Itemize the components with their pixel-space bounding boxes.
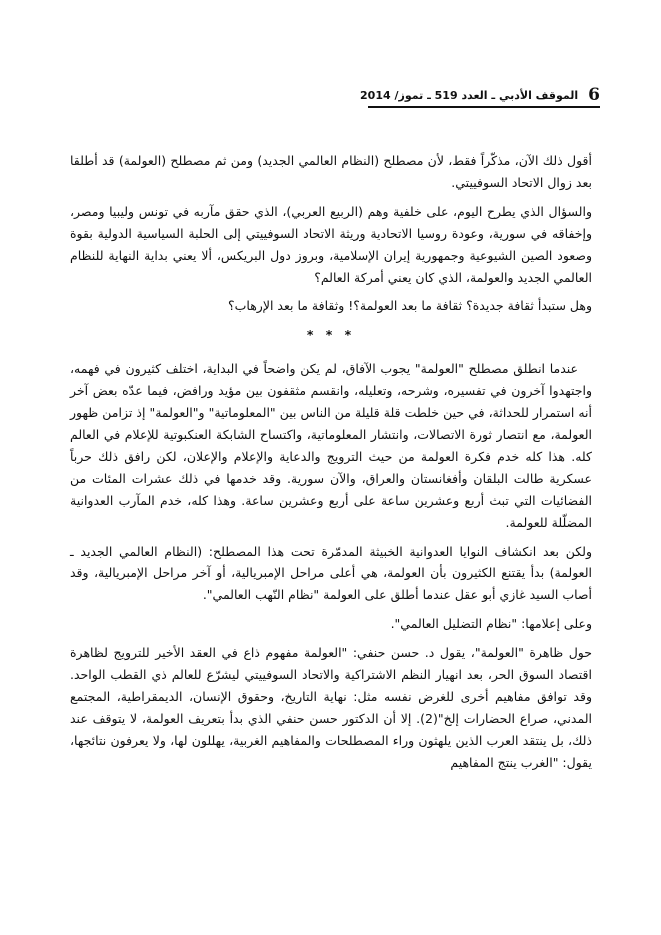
paragraph: والسؤال الذي يطرح اليوم، على خلفية وهم (الربيع العربي)، الذي حقق مآربه في تونس وليبيا ومصر، وإخفاقه في سورية، وعودة روسيا الاتحادية وريثة الاتحاد السوفييتي إلى الحلبة السياسية الدولية بقوة وصعود الصين الشيوعية وجمهورية إيران الإسلامية، وبروز دول البريكس، ألا يعني بداية النهاية للنظام العالمي الجديد والعولمة، الذي كان يعني أمركة العالم؟ bbox=[70, 203, 592, 285]
running-header bbox=[360, 84, 600, 106]
page-number: 6 bbox=[588, 85, 600, 105]
issue-info: الموقف الأدبي ـ العدد 519 ـ تموز/ 2014 bbox=[360, 88, 579, 102]
header-rule bbox=[368, 106, 600, 108]
paragraph: وعلى إعلامها: "نظام التضليل العالمي". bbox=[390, 616, 592, 632]
paragraph: عندما انطلق مصطلح "العولمة" يجوب الآفاق، لم يكن واضحاً في البداية، اختلف كثيرون في فهمه، واجتهدوا آخرون في تفسيره، وشرحه، وتعليله، وانقسم مثقفون بين مؤيد ورافض، فيما عدّه بعض آخر أنه استمرار للحداثة، في حين خلطت قلة قليلة من الناس بين "المعلوماتية" و"العولمة" إذ تزامن ظهور العولمة، مع انتصار ثورة الاتصالات، وانتشار المعلوماتية، واكتساح الشابكة العنكبوتية للإعلام في العالم كله. هذا كله خدم فكرة العولمة من حيث الترويج والدعاية والإعلام والإعلان، لكن رافق ذلك حرباً عسكرية طالت البلقان وأفغانستان والعراق، والآن سورية. وقد خدمها في ذلك عشرات المئات من الفضائيات التي تبث أربع وعشرين ساعة على أربع وعشرين ساعة. وهذا كله، خدم المآرب العدوانية المضلّلة للعولمة. bbox=[70, 361, 592, 530]
section-separator: * * * bbox=[306, 327, 356, 343]
paragraph: أقول ذلك الآن، مذكّراً فقط، لأن مصطلح (النظام العالمي الجديد) ومن ثم مصطلح (العولمة) قد أطلقا بعد زوال الاتحاد السوفييتي. bbox=[70, 153, 592, 190]
paragraph: حول ظاهرة "العولمة"، يقول د. حسن حنفي: "العولمة مفهوم ذاع في العقد الأخير للترويج لظاهرة اقتصاد السوق الحر، بعد انهيار النظم الاشتراكية والاتحاد السوفييتي ليشرّع للعالم ذي القطب الواحد. وقد توافق مفاهيم أخرى للغرض نفسه مثل: نهاية التاريخ، وحقوق الإنسان، الديمقراطية، المجتمع المدني، صراع الحضارات إلخ"(2). إلا أن الدكتور حسن حنفي الذي بدأ بتعريف العولمة، لا يتوقف عند ذلك، بل ينتقد العرب الذين يلهثون وراء المصطلحات والمفاهيم الغربية، يهللون لها، ولا يعرفون نتائجها، يقول: "الغرب ينتج المفاهيم bbox=[70, 645, 592, 770]
paragraph: ولكن بعد انكشاف النوايا العدوانية الخبيثة المدمّرة تحت هذا المصطلح: (النظام العالمي الجديد ـ العولمة) بدأ يقتنع الكثيرون بأن العولمة، هي أعلى مراحل الإمبريالية، أو آخر مراحل الإمبريالية، وقد أصاب السيد غازي أبو عقل عندما أطلق على العولمة "نظام النّهب العالمي". bbox=[70, 543, 592, 603]
paragraph: وهل ستبدأ ثقافة جديدة؟ ثقافة ما بعد العولمة؟! وثقافة ما بعد الإرهاب؟ bbox=[227, 298, 592, 314]
article-body bbox=[70, 150, 592, 781]
